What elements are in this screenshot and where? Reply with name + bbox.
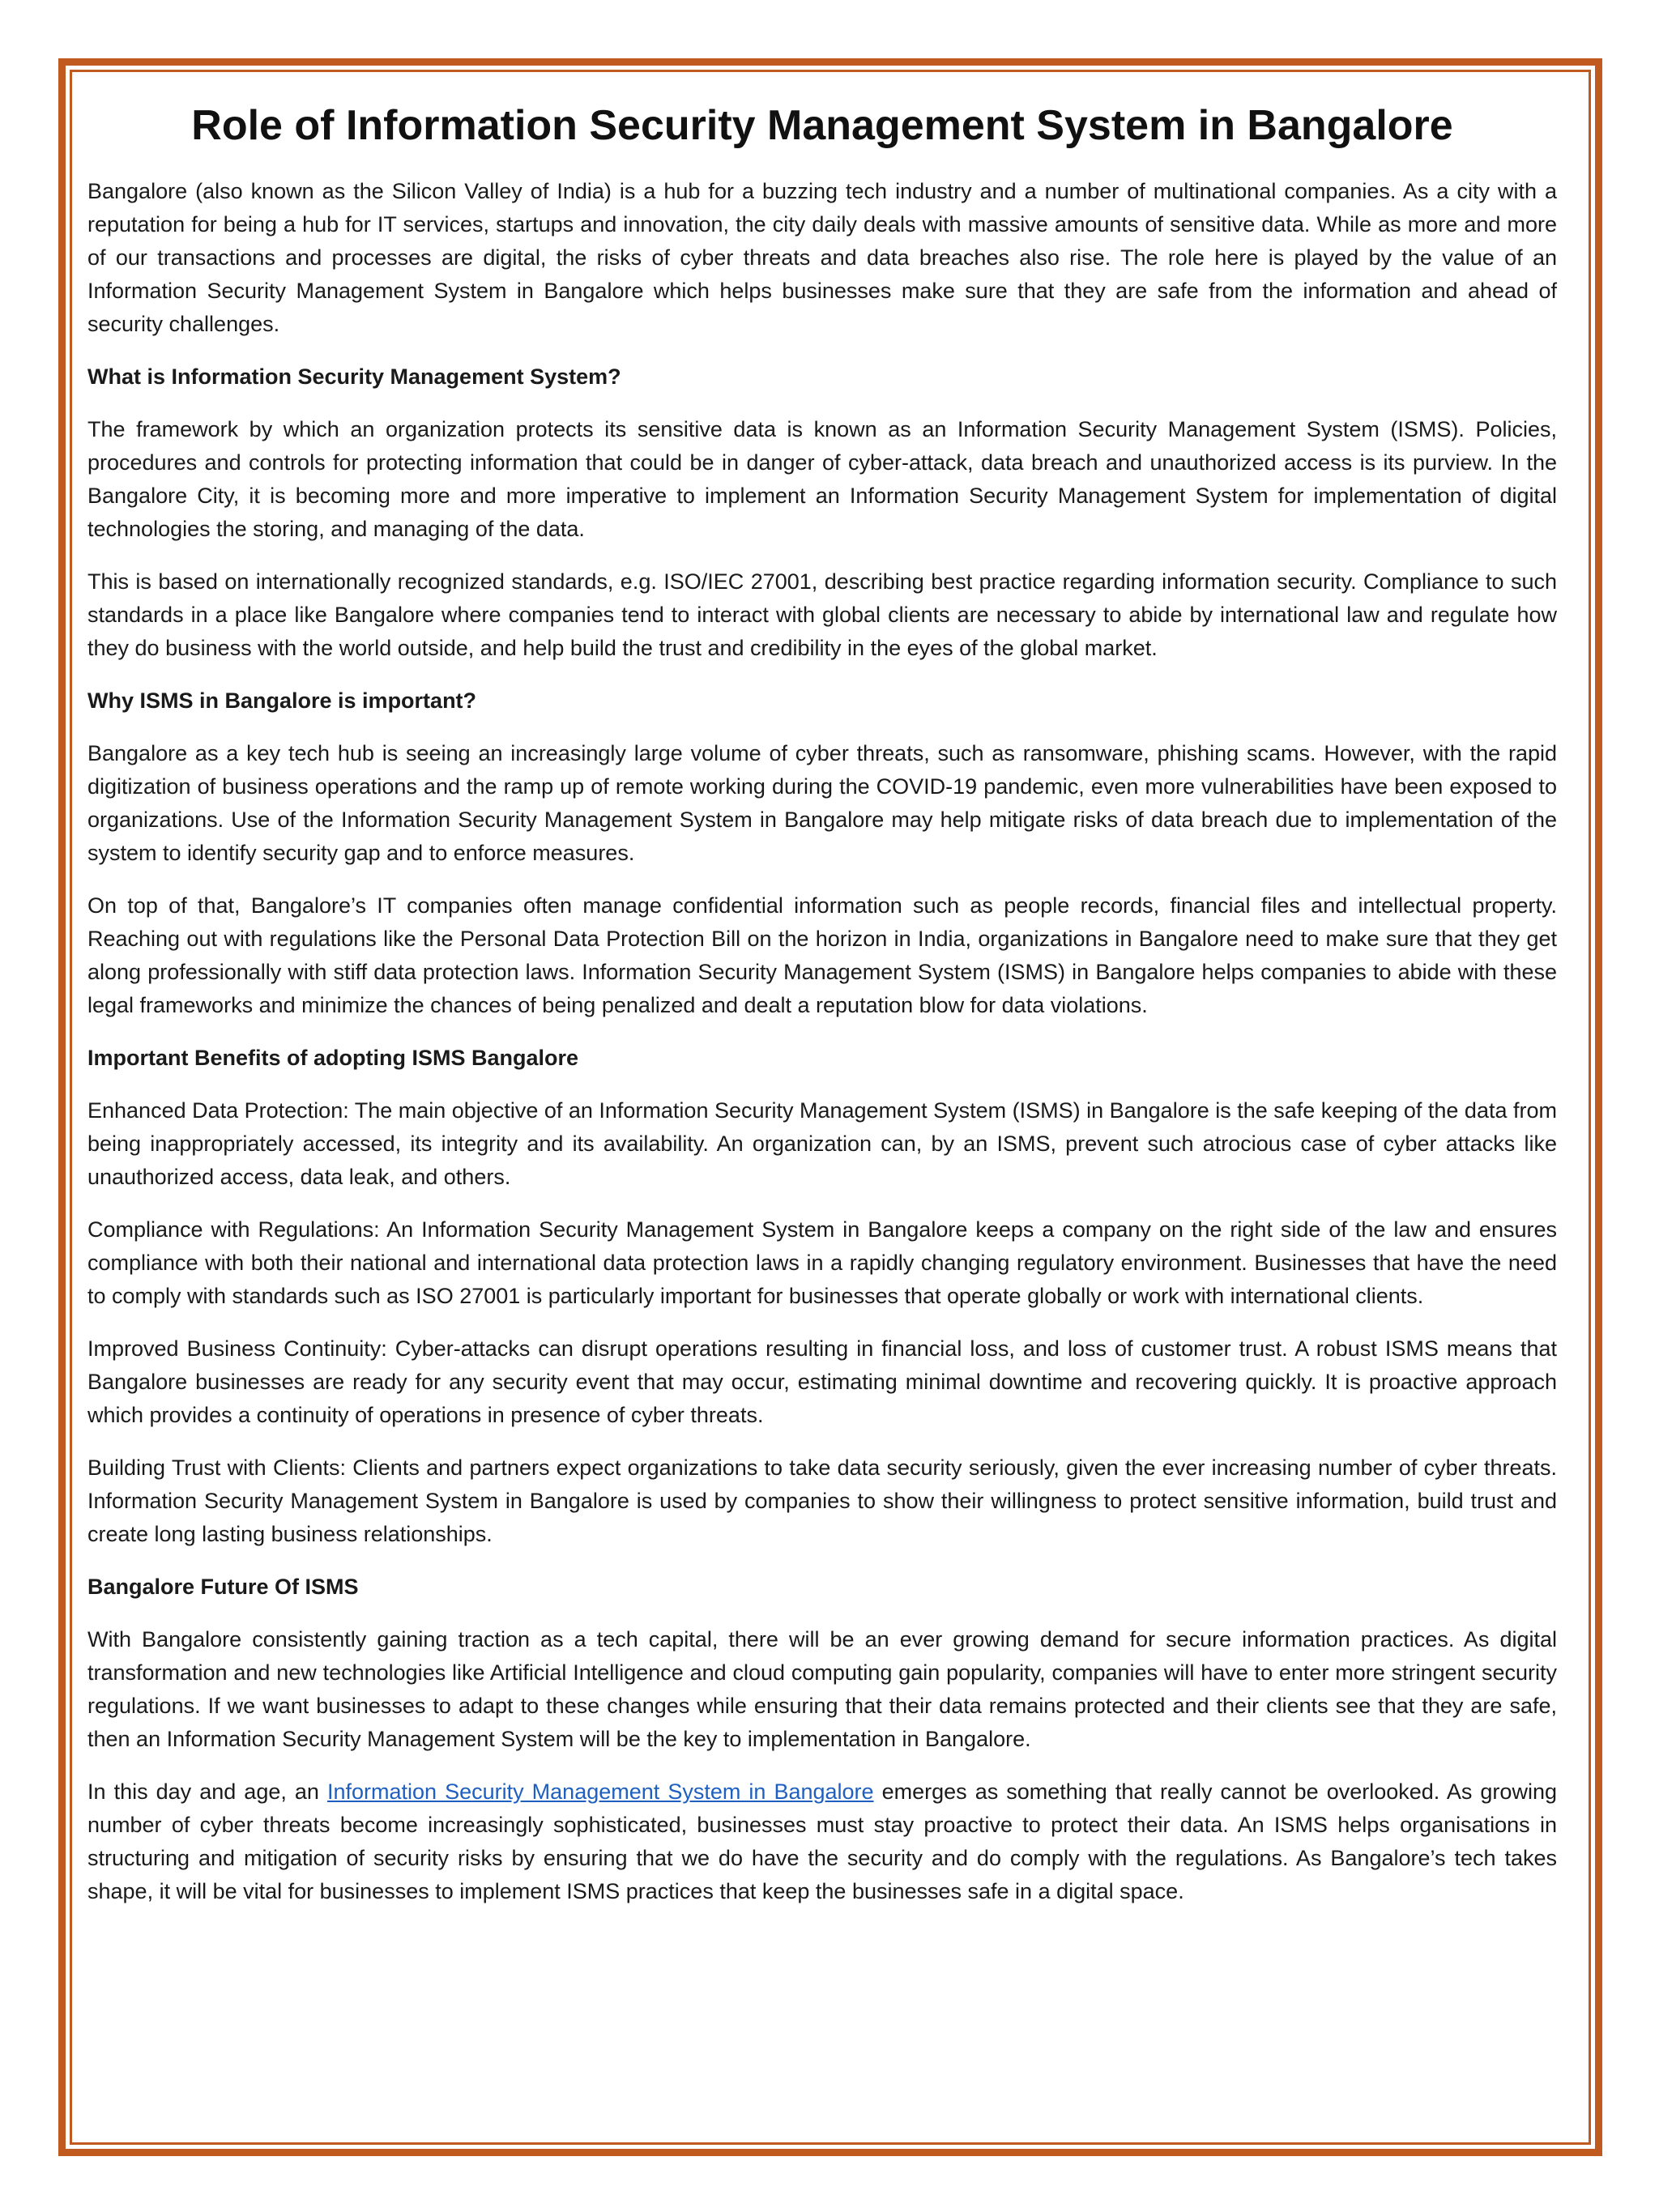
paragraph: On top of that, Bangalore’s IT companies often manage confidential information such as people records, financial files and intellectual property. Reaching out with regulations like the Personal Data Protection Bill on the horizon in India, organizations in Bangalore need to make sure that they get along professionally with stiff data protection laws. Information Security Management System (ISMS) in Bangalore helps companies to abide with these legal frameworks and minimize the chances of being penalized and dealt a reputation blow for data violations. [87, 893, 1557, 1018]
paragraph: Improved Business Continuity: Cyber-attacks can disrupt operations resulting in financial loss, and loss of customer trust. A robust ISMS means that Bangalore businesses are ready for any security event that may occur, estimating minimal downtime and recovering quickly. It is proactive approach which provides a continuity of operations in presence of cyber threats. [87, 1336, 1557, 1428]
section-heading-future: Bangalore Future Of ISMS [87, 1575, 359, 1600]
isms-bangalore-link[interactable]: Information Security Management System in Bangalore [326, 1779, 874, 1805]
intro-paragraph: Bangalore (also known as the Silicon Valley of India) is a hub for a buzzing tech industry and a number of multinational companies. As a city with a reputation for being a hub for IT services, startups and innovation, the city daily deals with massive amounts of sensitive data. While as more and more of our transactions and processes are digital, the risks of cyber threats and data breaches also rise. The role here is played by the value of an Information Security Management System in Bangalore which helps businesses make sure that they are safe from the information and ahead of security challenges. [87, 179, 1557, 337]
paragraph: Bangalore as a key tech hub is seeing an increasingly large volume of cyber threats, such as ransomware, phishing scams. However, with the rapid digitization of business operations and the ramp up of remote working during the COVID-19 pandemic, even more vulnerabilities have been exposed to organizations. Use of the Information Security Management System in Bangalore may help mitigate risks of data breach due to implementation of the system to identify security gap and to enforce measures. [87, 741, 1557, 866]
section-heading-why-isms: Why ISMS in Bangalore is important? [87, 688, 477, 714]
closing-paragraph [87, 1775, 1557, 1908]
paragraph: Compliance with Regulations: An Information Security Management System in Bangalore keeps a company on the right side of the law and ensures compliance with both their national and international data protection laws in a rapidly changing regulatory environment. Businesses that have the need to comply with standards such as ISO 27001 is particularly important for businesses that operate globally or work with international clients. [87, 1217, 1557, 1309]
closing-text-before: In this day and age, an [87, 1779, 327, 1805]
paragraph: This is based on internationally recognized standards, e.g. ISO/IEC 27001, describing best practice regarding information security. Compliance to such standards in a place like Bangalore where companies tend to interact with global clients are necessary to abide by international law and regulate how they do business with the world outside, and help build the trust and credibility in the eyes of the global market. [87, 569, 1557, 661]
closing-text-after: emerges as something that really cannot be overlooked. As growing number of cyber threats become increasingly sophisticated, businesses must stay proactive to protect their data. An ISMS helps organisations in structuring and mitigation of security risks by ensuring that we do have the security and do comply with the regulations. As Bangalore’s tech takes shape, it will be vital for businesses to implement ISMS practices that keep the businesses safe in a digital space. [87, 1779, 1557, 1904]
paragraph: The framework by which an organization protects its sensitive data is known as an Information Security Management System (ISMS). Policies, procedures and controls for protecting information that could be in danger of cyber-attack, data breach and unauthorized access is its purview. In the Bangalore City, it is becoming more and more imperative to implement an Information Security Management System for implementation of digital technologies the storing, and managing of the data. [87, 417, 1557, 542]
paragraph: Enhanced Data Protection: The main objective of an Information Security Management System (ISMS) in Bangalore is the safe keeping of the data from being inappropriately accessed, its integrity and its availability. An organization can, by an ISMS, prevent such atrocious case of cyber attacks like unauthorized access, data leak, and others. [87, 1098, 1557, 1190]
document-body [87, 100, 1557, 1928]
page-title: Role of Information Security Management System in Bangalore [191, 102, 1453, 149]
paragraph: With Bangalore consistently gaining traction as a tech capital, there will be an ever growing demand for secure information practices. As digital transformation and new technologies like Artificial Intelligence and cloud computing gain popularity, companies will have to enter more stringent security regulations. If we want businesses to adapt to these changes while ensuring that their data remains protected and their clients see that they are safe, then an Information Security Management System will be the key to implementation in Bangalore. [87, 1627, 1557, 1752]
section-heading-what-is-isms: What is Information Security Management System? [87, 364, 621, 390]
paragraph: Building Trust with Clients: Clients and partners expect organizations to take data security seriously, given the ever increasing number of cyber threats. Information Security Management System in Bangalore is used by companies to show their willingness to protect sensitive information, build trust and create long lasting business relationships. [87, 1455, 1557, 1547]
section-heading-benefits: Important Benefits of adopting ISMS Bangalore [87, 1046, 579, 1071]
